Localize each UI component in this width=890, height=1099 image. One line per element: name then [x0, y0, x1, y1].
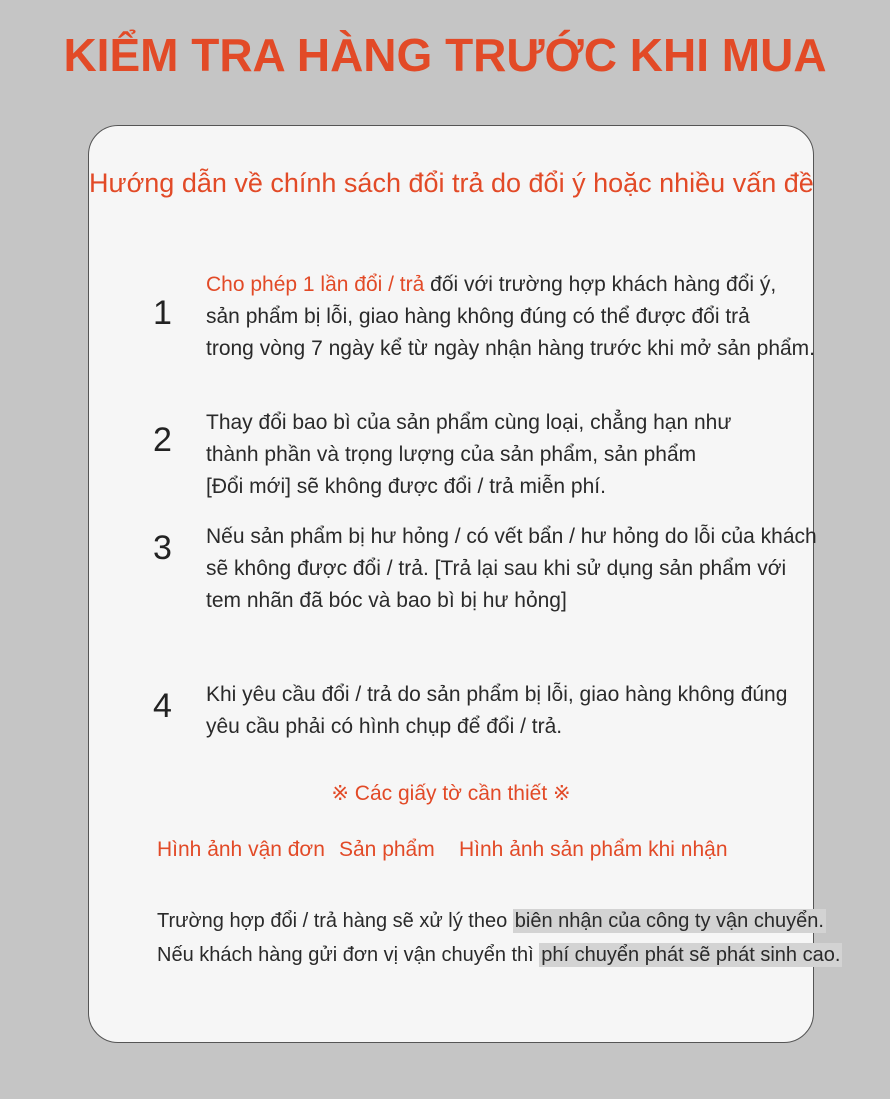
item-text: Thay đổi bao bì của sản phẩm cùng loại, chẳng hạn như thành phần và trọng lượng của sản phẩm, sản phẩm [Đổi mới] sẽ không được đổi / trả miễn phí.: [206, 411, 732, 498]
shaded-text: phí chuyển phát sẽ phát sinh cao.: [541, 944, 841, 966]
page-title: KIỂM TRA HÀNG TRƯỚC KHI MUA: [63, 29, 827, 81]
item-text: Cho phép 1 lần đổi / trả đối với trường hợp khách hàng đổi ý, sản phẩm bị lỗi, giao hàng không đúng có thể được đổi trả trong vòng 7 ngày kể từ ngày nhận hàng trước khi mở sản phẩm.: [206, 273, 815, 360]
shaded-text: biên nhận của công ty vận chuyển.: [514, 910, 824, 932]
item-number: 3: [153, 529, 172, 567]
item-number: 2: [153, 421, 172, 459]
highlight-text: Cho phép 1 lần đổi / trả: [206, 273, 425, 296]
item-text: Khi yêu cầu đổi / trả do sản phẩm bị lỗi, giao hàng không đúng yêu cầu phải có hình chụp để đổi / trả.: [206, 683, 788, 738]
footer-note: Trường hợp đổi / trả hàng sẽ xử lý theo biên nhận của công ty vận chuyển. Nếu khách hàng gửi đơn vị vận chuyển thì phí chuyển phát sẽ phát sinh cao.: [157, 910, 841, 966]
policy-card: [88, 125, 841, 1043]
required-doc-product-photo: Hình ảnh sản phẩm khi nhận: [459, 838, 728, 861]
item-text: Nếu sản phẩm bị hư hỏng / có vết bẩn / hư hỏng do lỗi của khách sẽ không được đổi / trả. [Trả lại sau khi sử dụng sản phẩm với tem nhãn đã bóc và bao bì bị hư hỏng]: [206, 525, 817, 612]
item-number: 4: [153, 687, 172, 725]
required-doc-product: Sản phẩm: [339, 838, 435, 861]
policy-subtitle: Hướng dẫn về chính sách đổi trả do đổi ý hoặc nhiều vấn đề: [89, 168, 814, 198]
required-docs-title: ※ Các giấy tờ cần thiết ※: [331, 782, 571, 805]
item-number: 1: [153, 294, 172, 332]
required-doc-waybill: Hình ảnh vận đơn: [157, 838, 325, 861]
